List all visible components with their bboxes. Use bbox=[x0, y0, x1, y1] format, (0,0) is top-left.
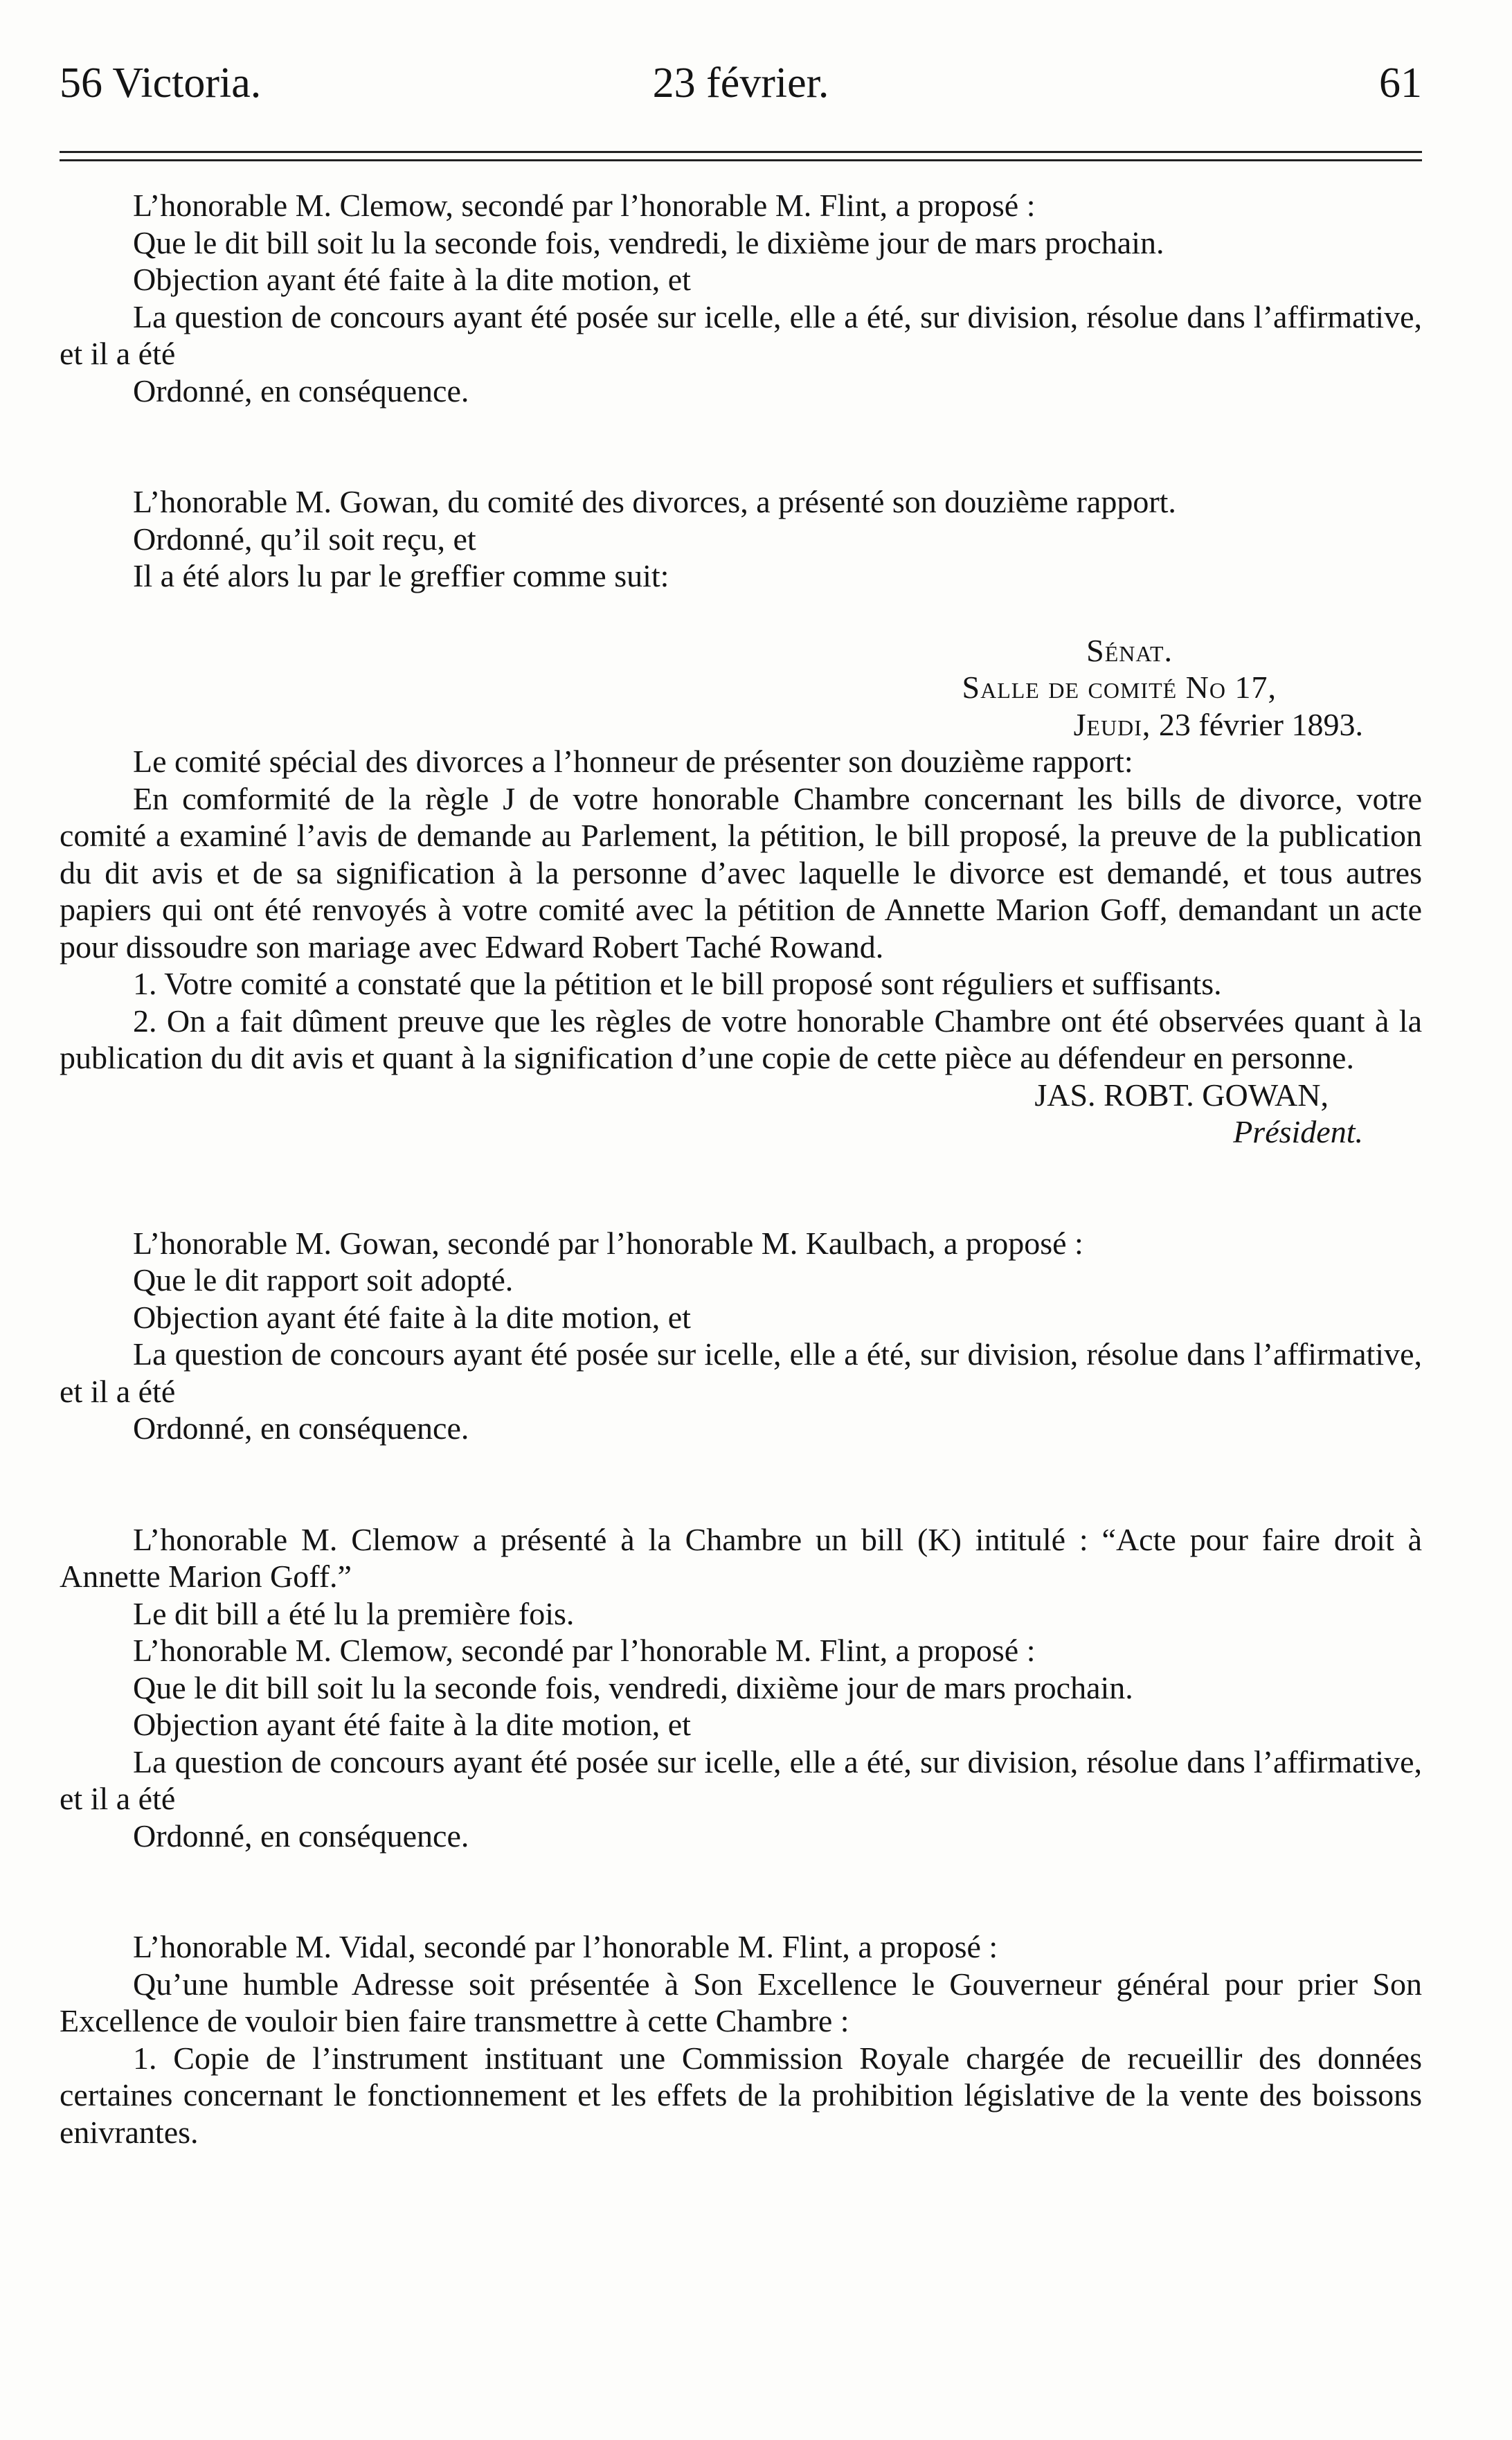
read-by-clerk-line: Il a été alors lu par le greffier comme suit: bbox=[133, 558, 669, 593]
report-date-day: Jeudi, bbox=[1073, 706, 1151, 742]
session-label: 56 Victoria. bbox=[60, 60, 262, 107]
question-line: La question de concours ayant été posée sur icelle, elle a été, sur division, résolue dans l’affirmative, et il a été bbox=[60, 298, 1422, 371]
section-gap bbox=[60, 1854, 1422, 1928]
date-heading: 23 février. bbox=[652, 60, 829, 107]
address-item-1: 1. Copie de l’instrument instituant une Commission Royale chargée de recueillir des données certaines concernant le fonctionnement et les effets de la prohibition législative de la vente des boissons enivrantes. bbox=[60, 2040, 1422, 2150]
report-signature: JAS. ROBT. GOWAN, bbox=[1034, 1077, 1329, 1113]
report-intro: Le comité spécial des divorces a l’honneur de présenter son douzième rapport: bbox=[133, 744, 1133, 779]
motion-vidal: L’honorable M. Vidal, secondé par l’honorable M. Flint, a proposé : bbox=[133, 1929, 998, 1964]
objection-line: Objection ayant été faite à la dite motion, et bbox=[133, 1299, 691, 1335]
report-body: En comformité de la règle J de votre honorable Chambre concernant les bills de divorce, votre comité a examiné l’avis de demande au Parlement, la pétition, le bill proposé, la preuve de la publication du dit avis et de sa signification à la personne d’avec laquelle le divorce est demandé, et tous autres papiers qui ont été renvoyés à votre comité avec la pétition de Annette Marion Goff, demandant un acte pour dissoudre son mariage avec Edward Robert Taché Rowand. bbox=[60, 780, 1422, 965]
report-place: Sénat. bbox=[1086, 632, 1173, 668]
report-room: Salle de comité No 17, bbox=[962, 670, 1277, 705]
report-point-2: 2. On a fait dûment preuve que les règles de votre honorable Chambre ont été observées quant à la publication du dit avis et quant à la signification d’une copie de cette pièce au défendeur en personne. bbox=[60, 1003, 1422, 1075]
address-line: Qu’une humble Adresse soit présentée à Son Excellence le Gouverneur général pour prier Son Excellence de vouloir bien faire transmettre à cette Chambre : bbox=[60, 1966, 1422, 2038]
ordered-line: Ordonné, en conséquence. bbox=[133, 1410, 469, 1446]
received-line: Ordonné, qu’il soit reçu, et bbox=[133, 521, 476, 557]
motion-gowan: L’honorable M. Gowan, secondé par l’honorable M. Kaulbach, a proposé : bbox=[133, 1225, 1083, 1261]
section-gap bbox=[60, 595, 1422, 632]
motion-text: Que le dit bill soit lu la seconde fois, vendredi, le dixième jour de mars prochain. bbox=[133, 224, 1164, 260]
report-point-1: 1. Votre comité a constaté que la pétition et le bill proposé sont réguliers et suffisants. bbox=[133, 966, 1222, 1001]
section-gap bbox=[60, 1447, 1422, 1521]
header-rule-bottom bbox=[60, 159, 1422, 161]
motion-text: Que le dit bill soit lu la seconde fois, vendredi, dixième jour de mars prochain. bbox=[133, 1669, 1133, 1705]
page-number: 61 bbox=[1379, 60, 1422, 107]
ordered-line: Ordonné, en conséquence. bbox=[133, 1818, 469, 1854]
motion-clemow: L’honorable M. Clemow, secondé par l’honorable M. Flint, a proposé : bbox=[133, 188, 1036, 223]
section-gap bbox=[60, 409, 1422, 483]
motion-text: Que le dit rapport soit adopté. bbox=[133, 1262, 514, 1298]
bill-presented-line: L’honorable M. Clemow a présenté à la Chambre un bill (K) intitulé : “Acte pour faire droit à Annette Marion Goff.” bbox=[60, 1521, 1422, 1594]
report-date-rest: 23 février 1893. bbox=[1158, 706, 1363, 742]
header-rule-top bbox=[60, 151, 1422, 153]
question-line: La question de concours ayant été posée sur icelle, elle a été, sur division, résolue dans l’affirmative, et il a été bbox=[60, 1743, 1422, 1816]
page-body bbox=[60, 187, 1422, 2151]
first-reading-line: Le dit bill a été lu la première fois. bbox=[133, 1595, 575, 1631]
report-signatory-title: Président. bbox=[1233, 1114, 1363, 1149]
objection-line: Objection ayant été faite à la dite motion, et bbox=[133, 262, 691, 297]
section-gap bbox=[60, 1151, 1422, 1225]
objection-line: Objection ayant été faite à la dite motion, et bbox=[133, 1707, 691, 1742]
report-presented-line: L’honorable M. Gowan, du comité des divorces, a présenté son douzième rapport. bbox=[133, 484, 1176, 519]
question-line: La question de concours ayant été posée sur icelle, elle a été, sur division, résolue dans l’affirmative, et il a été bbox=[60, 1336, 1422, 1409]
report-date bbox=[60, 706, 1422, 744]
ordered-line: Ordonné, en conséquence. bbox=[133, 373, 469, 409]
motion-clemow: L’honorable M. Clemow, secondé par l’honorable M. Flint, a proposé : bbox=[133, 1633, 1036, 1668]
